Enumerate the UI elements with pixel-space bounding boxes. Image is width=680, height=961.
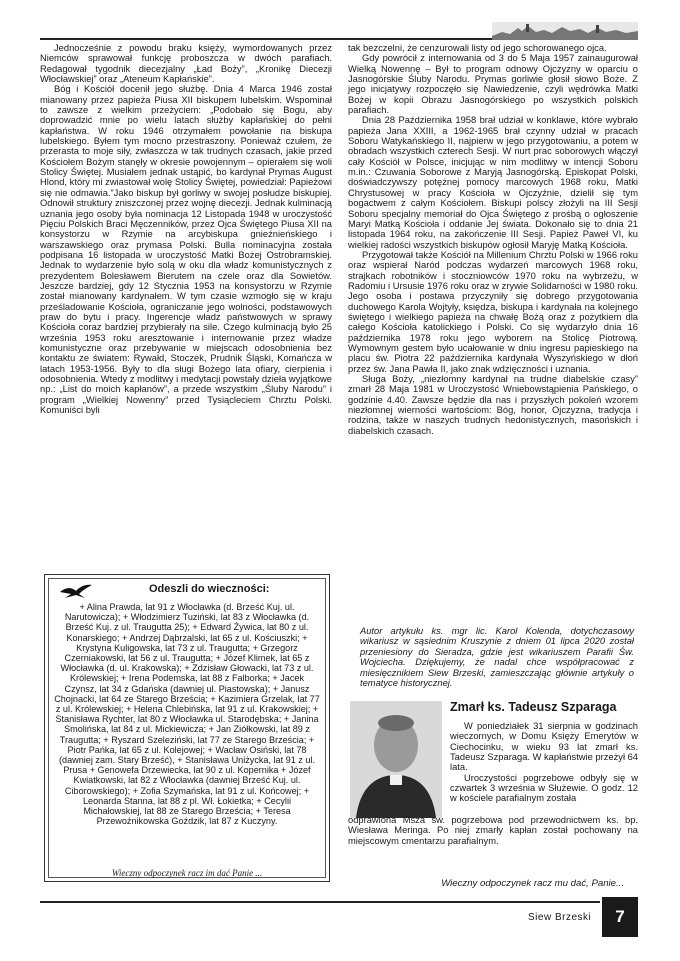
obituary-title: Odeszli do wieczności: [149,583,270,595]
obituary-list: + Alina Prawda, lat 91 z Włocławka (d. Brześć Kuj. ul. Narutowicza); + Włodzimierz Tuziński, lat 83 z Włocławka (d. Brześć Kuj. z ul. Traugutta 25); + Edward Żywica, lat 80 z ul. Konarskiego; + Andrzej Dąbrzalski, lat 65 z ul. Kościuszki; + Krystyna Kuligowska, lat 73 z ul. Traugutta; + Grzegorz Czerniakowski, lat 56 z ul. Traugutta; + Józef Klimek, lat 65 z Włocławka (d. ul. Krakowska); + Zdzisław Głowacki, lat 73 z ul. Królewskiej; + Irena Podemska, lat 88 z Falborka; + Jacek Czynsz, lat 34 z Gdańska (dawniej ul. Piastowska); + Janusz Chojnacki, lat 64 ze Starego Brześcia; + Kazimiera Grzelak, lat 77 z ul. Królewskiej; + Helena Chlebińska, lat 91 z ul. Krakowskiej; + Stanisława Rychter, lat 80 z Włocławka ul. Starodębska; + Janina Smolińska, lat 84 z ul. Mickiewicza; + Jan Ziółkowski, lat 89 z Traugutta; + Ryszard Szeleziński, lat 77 ze Starego Brześcia; + Piotr Pańka, lat 65 z ul. Kolejowej; + Wacław Osiński, lat 78 (dawniej zam. Stary Brześć), + Stanisława Uniżycka, lat 91 z ul. Prusa + Genowefa Drzewiecka, lat 90 z ul. Kopernika + Józef Kwiatkowski, lat 82 z Włocławka (dawniej Brześć Kuj. ul. Ciborowskiego); + Zofia Szymańska, lat 91 z ul. Końcowej; + Leonarda Stanna, lat 88 z pl. Wł. Łokietka; + Cecylii Michałowskiej, lat 88 ze Starego Brześcia; + Teresa Przewoźnikowska Goździk, lat 87 z Kuczyny. [54,602,320,827]
paragraph: Bóg i Kościół docenił jego służbę. Dnia 4 Marca 1946 został mianowany przez papieża Piusa XII biskupem lubelskim. Wspominał to zawsze z wielkim przeżyciem: „Podobało się Bogu, aby doprowadzić mnie po wielu latach służby kapłańskiej do pełni kapłaństwa. W roku 1946 otrzymałem powołanie na biskupa lubelskiego. Byłem tym mocno przestraszony. Ponieważ czułem, że przerasta to moje siły, zwłaszcza w tak trudnych czasach, jakie przed Kościołem Bożym stanęły w okresie powojennym – opierałem się woli Stolicy Świętej. Musiałem jednak ustąpić, bo kardynał Prymas August Hlond, który mi zwiastował wolę Stolicy Świętej, powiedział: Papieżowi się nie odmawia.”Jako biskup był gorliwy w swojej posłudze biskupiej. Odnowił struktury zniszczonej przez wojnę diecezji. Jednak kulminacją uznania jego osoby była nominacja 12 Listopada 1948 w uroczystość Pięciu Polskich Braci Męczenników, przez Ojca Świętego Piusa XII na konsystorzu w Rzymie na arcybiskupa gnieźnieńskiego i warszawskiego oraz prymasa Polski. Bulla nominacyjna została podpisana 16 listopada w uroczystość Matki Bożej Ostrobramskiej. Jednak to wydarzenie było solą w oku dla władz komunistycznych z prezydentem Bolesławem Bierutem na czele oraz dla Sowietów. Jeszcze bardziej, gdy 12 Stycznia 1953 na konsystorzu w Rzymie został mianowany kardynałem. W tym czasie wzmogło się w kraju prześladowanie Kościoła, ograniczanie jego wolności, podstawowych praw do bytu i pracy. Ingerencje władz państwowych w sprawy Kościoła coraz bardziej przybierały na sile. Czego kulminacją było 25 września 1953 roku aresztowanie i internowanie przez władze komunistyczne oraz przebywanie w miejscach odosobnienia bez kontaktu ze światem: Rywałd, Stoczek, Prudnik Śląski, Komańcza w latach 1953-1956. Były to dla sługi Bożego lata ofiary, cierpienia i odosobnienia. Wtedy z modlitwy i medytacji powstały dzieła wyjątkowe np.: „List do moich kapłanów”, a przede wszystkim „Śluby Narodu” i program „Wielkiej Nowenny” przed Tysiącleciem Chrztu Polski. Komuniści byli [40,84,332,416]
paragraph: Gdy powrócił z internowania od 3 do 5 Maja 1957 zainaugurował Wielką Nowennę – Był to program odnowy Ojczyzny w oparciu o Jasnogórskie Śluby Narodu. Prymas gorliwie głosił słowo Boże. Z jego inicjatywy rozpoczęło się Nawiedzenie, czyli wędrówka Matki Bożej w kopii Obrazu Jasnogórskiego po wszystkich polskich parafiach. [348,53,638,116]
obituary-footer: Wieczny odpoczynek racz im dać Panie ... [111,868,263,878]
paragraph: Sługa Boży, „niezłomny kardynał na trudne diabelskie czasy” zmarł 28 Maja 1981 w Uroczystość Wniebowstąpienia Pańskiego, o godzinie 4.40. Zawsze będzie dla nas i przyszłych pokoleń wzorem niezłomnej wierności wartościom: Bóg, honor, Ojczyzna, tradycja i rodzina, także w naszych trudnych hedonistycznych, masońskich i diabelskich czasach. [348,374,638,436]
paragraph: Jednocześnie z powodu braku księży, wymordowanych przez Niemców sprawował funkcję proboszcza w dwóch parafiach. Redagował tygodnik diecezjalny „Ład Boży”, „Kronikę Diecezji Włocławskiej” oraz „Ateneum Kapłańskie”. [40,43,332,85]
paragraph: tak bezczelni, że cenzurowali listy od jego schorowanego ojca. [348,43,607,53]
town-panorama-icon [492,22,638,40]
magazine-name: Siew Brzeski [528,912,592,923]
paragraph: Przygotował także Kościół na Millenium Chrztu Polski w 1966 roku oraz wspierał Naród podczas wydarzeń marcowych 1968 roku, strajkach robotników i stoczniowców 1970 roku na wybrzeżu, w Radomiu i Ursusie 1976 roku oraz w zrywie Solidarności w 1980 roku. Jego osoba i postawa przyczyniły się dobrego przygotowania duchowego Karola Wojtyły, księdza, biskupa i kardynała na kolejnego świętego i wielkiego papieża na chwałę Bożą oraz z pożytkiem dla całego Kościoła katolickiego i Polski. Co się wydarzyło dnia 16 października 1978 roku jego wyborem na Stolicę Piotrową. Wymownym gestem było ucałowanie w dniu ingresu papieskiego na placu św. Piotra 22 października kardynała Wyszyńskiego w dłoń przez św. Jana Pawła II, jako znak wdzięczności i uznania. [348,249,638,374]
article-left-column [40,43,332,415]
priest-portrait-photo [350,701,442,818]
paragraph: W poniedziałek 31 sierpnia w godzinach wieczornych, w Domu Księży Emerytów w Ciechocinku, w wieku 93 lat zmarł ks. Tadeusz Szparaga. W kapłaństwie przeżył 64 lata. [450,721,639,773]
article-right-column [348,43,638,436]
article2-text-full-width [348,815,638,846]
article2-text-beside-photo [450,721,638,804]
paragraph: Uroczystości pogrzebowe odbyły się w czwartek 3 września w Służewie. O godz. 12 w kościele parafialnym została [450,772,638,804]
swallow-icon [59,582,93,600]
article2-footer: Wieczny odpoczynek racz mu dać, Panie... [441,878,624,889]
page-number: 7 [602,897,638,937]
author-note: Autor artykułu ks. mgr lic. Karol Kolenda, dotychczasowy wikariusz w sąsiednim Kruszynie z dniem 01 lipca 2020 został przeniesiony do Sieradza, gdzie jest wikariuszem Parafii Św. Wojciecha. Dziękujemy, że nadal chce współpracować z miesięcznikiem Siew Brzeski, zamieszczając głównie artykuły o tematyce historycznej. [360,626,634,689]
bottom-divider [40,901,600,903]
paragraph: Dnia 28 Października 1958 brał udział w konklawe, które wybrało papieża Jana XXIII, a 1962-1965 brał czynny udział w pracach Soboru Watykańskiego II, najpierw w jego przygotowaniu, a potem w obradach wszystkich czterech Sesji. W nurt prac soborowych włączył cały Kościół w Polsce, inicjując w nim modlitwy w intencji Soboru m.in.: Czuwania Soborowe z Maryją Jasnogórską. Episkopat Polski, doświadczywszy potężnej pomocy marcowych 1968 roku, Matki Chrystusowej w pracy Kościoła w Ojczyźnie, dzielił się tym bogactwem z całym Kościołem. Biskupi polscy złożyli na III Sesji Soboru specjalny memoriał do Ojca Świętego z prośbą o ogłoszenie Maryi Matką Kościoła i oddanie Jej świata. Dokonało się to dnia 21 listopada 1964 roku, na zakończenie III Sesji. Papież Paweł VI, ku wielkiej radości wszystkich biskupów ogłosił Maryję Matką Kościoła. [348,115,638,250]
paragraph: odprawiona Msza św. pogrzebowa pod przewodnictwem ks. bp. Wiesława Meringa. Po niej zmarły kapłan został pochowany na miejscowym cmentarzu parafialnym. [348,815,638,846]
obituary-box [44,574,330,882]
article2-title: Zmarł ks. Tadeusz Szparaga [450,700,617,714]
